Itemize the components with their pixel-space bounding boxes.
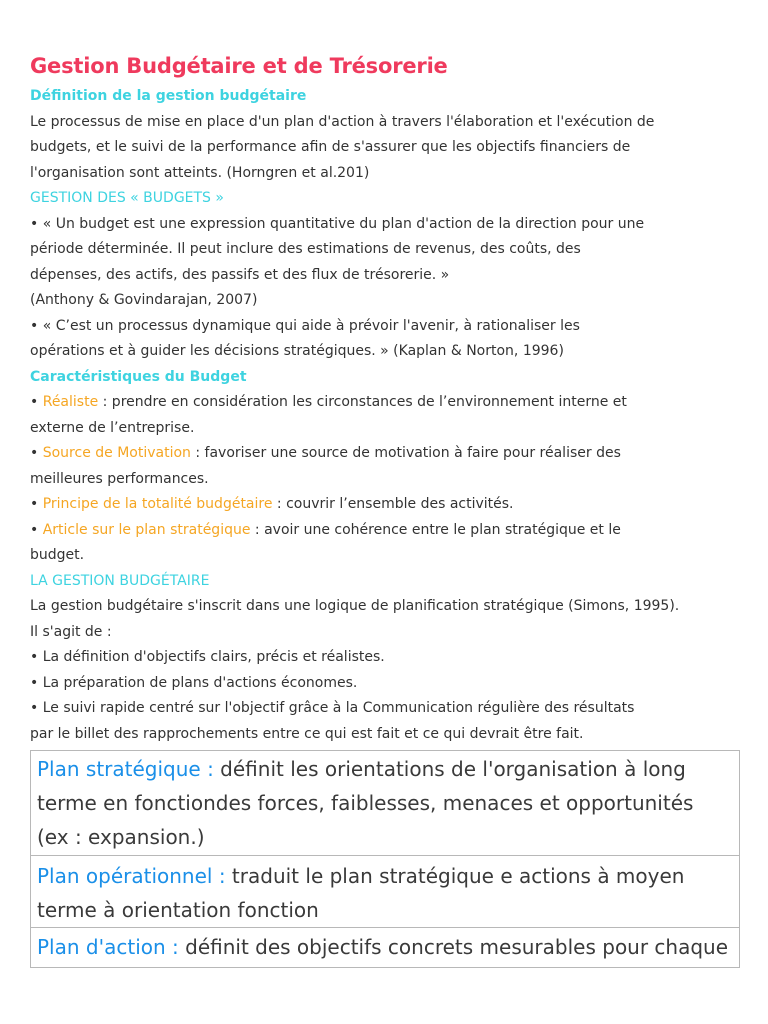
term-description: : favoriser une source de motivation à faire pour réaliser des <box>190 445 621 461</box>
bullet: • <box>30 496 43 512</box>
list-item <box>30 492 745 518</box>
paragraph-line: • La définition d'objectifs clairs, précis et réalistes. <box>30 649 385 665</box>
paragraph-line: l'organisation sont atteints. (Horngren et al.201) <box>30 164 370 181</box>
paragraph-line: Il s'agit de : <box>30 623 112 640</box>
term-description: : avoir une cohérence entre le plan stratégique et le <box>250 521 621 538</box>
document-body <box>30 52 745 747</box>
plan-text: définit les orientations de l'organisation à long <box>213 757 686 781</box>
term-label: Article sur le plan stratégique <box>42 521 251 538</box>
plan-keyword: Plan stratégique : <box>37 757 214 781</box>
term-label: Principe de la totalité budgétaire <box>42 496 273 512</box>
plan-text: définit des objectifs concrets mesurables pour chaque <box>178 935 729 959</box>
paragraph-line: (Anthony & Govindarajan, 2007) <box>30 292 258 308</box>
paragraph-line: • Le suivi rapide centré sur l'objectif grâce à la Communication régulière des résultats <box>30 700 635 716</box>
box-line: (ex : expansion.) <box>37 825 205 849</box>
box-line: terme en fonctiondes forces, faiblesses, menaces et opportunités <box>37 791 694 815</box>
plan-box-strategique <box>30 750 740 856</box>
paragraph-line: période déterminée. Il peut inclure des estimations de revenus, des coûts, des <box>30 241 581 257</box>
paragraph-line: Le processus de mise en place d'un plan d'action à travers l'élaboration et l'exécution de <box>30 113 655 130</box>
bullet: • <box>30 521 43 538</box>
section-heading-gestion-budgetaire: LA GESTION BUDGÉTAIRE <box>30 572 210 589</box>
box-line: terme à orientation fonction <box>37 898 319 922</box>
list-item <box>30 441 745 467</box>
paragraph-line: par le billet des rapprochements entre ce qui est fait et ce qui devrait être fait. <box>30 725 584 742</box>
paragraph-line: externe de l’entreprise. <box>30 419 195 436</box>
paragraph-line: • La préparation de plans d'actions économes. <box>30 674 358 691</box>
bullet: • <box>30 445 43 461</box>
list-item <box>30 518 745 544</box>
section-heading-caracteristiques: Caractéristiques du Budget <box>30 368 247 385</box>
term-label: Source de Motivation <box>42 445 191 461</box>
paragraph-line: dépenses, des actifs, des passifs et des flux de trésorerie. » <box>30 266 450 283</box>
plan-boxes <box>30 750 740 968</box>
plan-box-action <box>30 928 740 968</box>
box-line <box>37 930 733 964</box>
box-line <box>37 752 733 786</box>
paragraph-line: • « Un budget est une expression quantitative du plan d'action de la direction pour une <box>30 215 645 232</box>
page-title: Gestion Budgétaire et de Trésorerie <box>30 54 448 78</box>
list-item <box>30 390 745 416</box>
plan-box-operationnel <box>30 856 740 928</box>
paragraph-line: budget. <box>30 547 85 563</box>
paragraph-line: opérations et à guider les décisions stratégiques. » (Kaplan & Norton, 1996) <box>30 343 564 359</box>
plan-keyword: Plan d'action : <box>37 935 179 959</box>
section-heading-definition: Définition de la gestion budgétaire <box>30 88 307 104</box>
bullet: • <box>30 394 43 410</box>
term-label: Réaliste <box>42 394 99 410</box>
plan-keyword: Plan opérationnel : <box>37 864 226 888</box>
box-line <box>37 859 733 893</box>
plan-text: traduit le plan stratégique e actions à moyen <box>225 864 685 888</box>
paragraph-line: • « C’est un processus dynamique qui aide à prévoir l'avenir, à rationaliser les <box>30 317 580 334</box>
term-description: : couvrir l’ensemble des activités. <box>272 496 514 512</box>
section-heading-gestion-budgets: GESTION DES « BUDGETS » <box>30 190 224 206</box>
paragraph-line: La gestion budgétaire s'inscrit dans une logique de planification stratégique (Simons, 1995). <box>30 598 680 614</box>
paragraph-line: budgets, et le suivi de la performance afin de s'assurer que les objectifs financiers de <box>30 139 631 155</box>
term-description: : prendre en considération les circonstances de l’environnement interne et <box>98 394 627 410</box>
paragraph-line: meilleures performances. <box>30 470 209 487</box>
